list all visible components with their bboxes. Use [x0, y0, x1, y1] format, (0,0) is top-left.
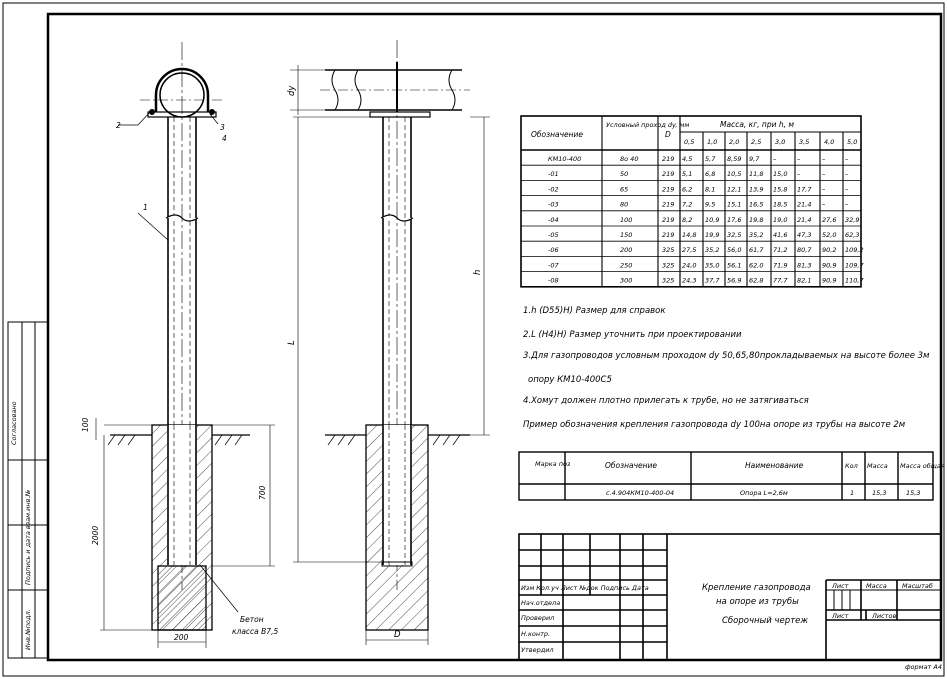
callout-4: 4: [222, 134, 227, 143]
mass-row-value: 21,4: [797, 215, 812, 224]
mass-row-value: –: [822, 200, 826, 209]
mass-row-value: 62,8: [749, 276, 764, 285]
mass-row-value: 21,4: [797, 200, 812, 209]
mass-row-value: 5,1: [682, 170, 693, 179]
mass-row-value: 32,9: [845, 215, 860, 224]
mass-row-d: 219: [662, 170, 675, 179]
side-view: [290, 40, 490, 645]
title-line-2: на опоре из трубы: [716, 597, 799, 607]
mass-row-value: 41,6: [773, 231, 788, 239]
mass-header-height: 2,0: [729, 138, 740, 146]
spec-header-mark: Марка поз: [535, 460, 571, 468]
mass-row-value: 62,3: [845, 231, 860, 239]
format-label: формат А4: [905, 663, 942, 671]
mass-row-code: -02: [548, 185, 559, 194]
mass-row-value: 17,7: [797, 185, 812, 194]
mass-row-value: 24,0: [682, 261, 697, 270]
mass-row-value: 35,2: [749, 231, 764, 239]
mass-row-dy: 100: [620, 215, 633, 224]
mass-row-value: 18,5: [773, 200, 788, 209]
mass-row-code: -07: [548, 261, 559, 270]
mass-row-dy: 200: [620, 246, 633, 255]
mass-row-dy: 250: [620, 261, 633, 270]
mass-row-d: 325: [662, 276, 675, 285]
mass-header-group: Масса, кг, при h, м: [720, 120, 795, 129]
mass-row-value: –: [797, 170, 801, 179]
dim-200-label: 200: [174, 633, 189, 642]
spec-header-name: Наименование: [745, 461, 804, 470]
spec-row-unit-mass: 15,3: [872, 489, 887, 497]
mass-row-value: 90,9: [822, 276, 837, 285]
callout-2: 2: [116, 121, 121, 130]
mass-row-value: 10,5: [727, 170, 742, 179]
mass-row-value: 6,2: [682, 185, 693, 194]
title-scale-label: Масштаб: [902, 582, 933, 590]
title-sheet-label: Лист: [832, 582, 849, 590]
mass-row-value: 15,0: [773, 170, 788, 179]
mass-row-code: -03: [548, 200, 559, 209]
mass-row-dy: 65: [620, 185, 629, 194]
mass-row-value: 27,5: [682, 246, 697, 255]
spec-header-unit-mass: Масса: [867, 462, 888, 470]
mass-row-value: 24,3: [682, 276, 697, 285]
mass-row-code: КМ10-400: [548, 155, 582, 163]
title-role-3: Н.контр.: [521, 630, 551, 638]
note-line: 2.L (H4)H) Размер уточнить при проектировании: [523, 330, 742, 340]
mass-row-value: 4,5: [682, 155, 693, 163]
mass-row-d: 219: [662, 200, 675, 209]
title-role-1: Проверил: [521, 614, 555, 622]
mass-row-d: 325: [662, 246, 675, 255]
dim-100-label: 100: [81, 417, 90, 432]
mass-row-d: 219: [662, 215, 675, 224]
mass-row-value: 32,5: [727, 231, 742, 239]
mass-row-value: 35,2: [705, 246, 720, 255]
mass-table: [521, 116, 864, 287]
mass-row-value: 109,7: [845, 261, 864, 270]
mass-row-value: 17,6: [727, 215, 742, 224]
mass-row-dy: 8о 40: [620, 155, 639, 163]
dim-D-label: D: [394, 630, 401, 640]
mass-row-value: 110,7: [845, 276, 864, 285]
dim-L-label: L: [287, 340, 297, 345]
mass-row-value: –: [845, 170, 849, 179]
mass-row-value: 61,7: [749, 246, 764, 255]
mass-header-bore: Условный проход dy, мм: [606, 121, 690, 129]
mass-row-value: 62,0: [749, 261, 764, 270]
mass-row-dy: 80: [620, 200, 629, 209]
mass-row-value: 35,0: [705, 261, 720, 270]
mass-header-height: 5,0: [847, 138, 858, 146]
mass-row-value: 6,8: [705, 170, 716, 179]
spec-row-qty: 1: [850, 489, 855, 497]
mass-row-value: –: [845, 200, 849, 209]
spec-row-name: Опора L=2,6м: [740, 489, 788, 497]
mass-row-d: 219: [662, 231, 675, 239]
mass-row-code: -05: [548, 231, 559, 239]
title-mass-label: Масса: [866, 582, 887, 590]
mass-row-code: -06: [548, 246, 559, 255]
title-role-4: Утвердил: [521, 646, 554, 654]
spec-table: [519, 452, 933, 500]
note-line: 1.h (D55)H) Размер для справок: [523, 306, 666, 316]
mass-row-value: 71,9: [773, 261, 788, 270]
dim-700-label: 700: [258, 485, 267, 500]
callout-3: 3: [220, 123, 225, 132]
mass-row-value: 47,3: [797, 231, 812, 239]
spec-row-total-mass: 15,3: [906, 489, 921, 497]
mass-row-value: –: [822, 155, 826, 163]
note-line: Пример обозначения крепления газопровода dy 100на опоре из трубы на высоте 2м: [523, 420, 906, 430]
mass-row-value: 12,1: [727, 185, 742, 194]
mass-row-value: –: [845, 155, 849, 163]
mass-row-value: 80,7: [797, 246, 812, 255]
mass-row-value: 56,0: [727, 246, 742, 255]
concrete-label-2: класса В7,5: [232, 627, 279, 636]
mass-header-height: 3,5: [799, 138, 810, 146]
mass-row-value: –: [773, 155, 777, 163]
mass-row-value: 90,2: [822, 246, 837, 255]
mass-row-d: 219: [662, 155, 675, 163]
title-line-1: Крепление газопровода: [702, 583, 811, 593]
note-line: 3.Для газопроводов условным проходом dy 50,65,80прокладываемых на высоте более 3м: [523, 351, 930, 361]
concrete-label-1: Бетон: [240, 615, 264, 624]
title-role-0: Нач.отдела: [521, 599, 561, 607]
callout-1: 1: [143, 203, 148, 212]
spec-header-qty: Кол: [845, 462, 858, 470]
mass-row-value: 27,6: [822, 215, 837, 224]
mass-row-value: 8,2: [682, 215, 693, 224]
mass-row-dy: 50: [620, 170, 629, 179]
mass-row-value: 19,0: [773, 215, 788, 224]
mass-row-code: -08: [548, 276, 559, 285]
spec-row-designation: с.4.904КМ10-400-04: [606, 489, 675, 497]
side-stamp-inventory: Инв.№подл.: [24, 609, 32, 650]
mass-row-value: –: [797, 155, 801, 163]
mass-row-value: 9,7: [749, 155, 760, 163]
note-line: опору КМ10-400С5: [528, 375, 612, 385]
mass-row-value: 15,8: [773, 185, 788, 194]
mass-row-value: 13,9: [749, 185, 764, 194]
mass-row-value: 71,2: [773, 246, 788, 255]
dim-dy-label: dy: [287, 85, 297, 96]
front-view: [96, 42, 275, 648]
mass-row-d: 219: [662, 185, 675, 194]
mass-header-height: 1,0: [707, 138, 718, 146]
mass-row-value: 5,7: [705, 155, 716, 163]
mass-header-d: D: [665, 130, 671, 139]
outer-border: [3, 3, 944, 676]
mass-header-height: 3,0: [775, 138, 786, 146]
title-line-3: Сборочный чертеж: [722, 616, 808, 626]
mass-row-value: 7,2: [682, 200, 693, 209]
title-col-headers: Изм Кол.уч Лист №док Подпись Дата: [521, 584, 649, 592]
mass-header-height: 4,0: [824, 138, 835, 146]
mass-row-value: 52,0: [822, 231, 837, 239]
mass-row-value: 90,9: [822, 261, 837, 270]
mass-row-dy: 150: [620, 231, 633, 239]
side-stamp-sign: Подпись и дата взам.инв.№: [24, 489, 32, 585]
mass-row-dy: 300: [620, 276, 633, 285]
note-line: 4.Хомут должен плотно прилегать к трубе, но не затягиваться: [523, 396, 809, 406]
mass-row-value: 11,8: [749, 170, 764, 179]
mass-row-value: 77,7: [773, 276, 788, 285]
mass-row-value: 109,2: [845, 246, 864, 255]
notes: [523, 306, 930, 430]
dim-h-label: h: [473, 269, 483, 275]
mass-row-value: 8,59: [727, 155, 742, 163]
mass-row-value: 56,9: [727, 276, 742, 285]
mass-row-value: –: [822, 185, 826, 194]
mass-row-value: 9,5: [705, 200, 716, 209]
mass-row-value: 8,1: [705, 185, 716, 194]
title-sheet2-label: Лист: [832, 612, 849, 620]
spec-header-designation: Обозначение: [605, 461, 658, 470]
dim-2000-label: 2000: [91, 525, 100, 545]
mass-row-value: 15,1: [727, 200, 742, 209]
mass-header-height: 2,5: [751, 138, 762, 146]
mass-row-value: 19,9: [705, 231, 720, 239]
mass-row-value: 10,9: [705, 215, 720, 224]
spec-header-total-mass: Масса общая: [900, 462, 945, 470]
mass-row-value: 14,8: [682, 231, 697, 239]
title-sheets-label: Листов: [872, 612, 897, 620]
side-stamp-approved: Согласовано: [10, 401, 18, 445]
mass-row-value: 19,8: [749, 215, 764, 224]
mass-row-code: -04: [548, 215, 559, 224]
mass-row-code: -01: [548, 170, 559, 179]
mass-header-designation: Обозначение: [531, 130, 584, 139]
mass-row-value: –: [822, 170, 826, 179]
mass-row-value: –: [845, 185, 849, 194]
mass-row-value: 82,1: [797, 276, 812, 285]
mass-row-value: 56,1: [727, 261, 742, 270]
mass-row-value: 81,3: [797, 261, 812, 270]
mass-row-d: 325: [662, 261, 675, 270]
mass-row-value: 37,7: [705, 276, 720, 285]
mass-row-value: 16,5: [749, 200, 764, 209]
mass-header-height: 0,5: [684, 138, 695, 146]
